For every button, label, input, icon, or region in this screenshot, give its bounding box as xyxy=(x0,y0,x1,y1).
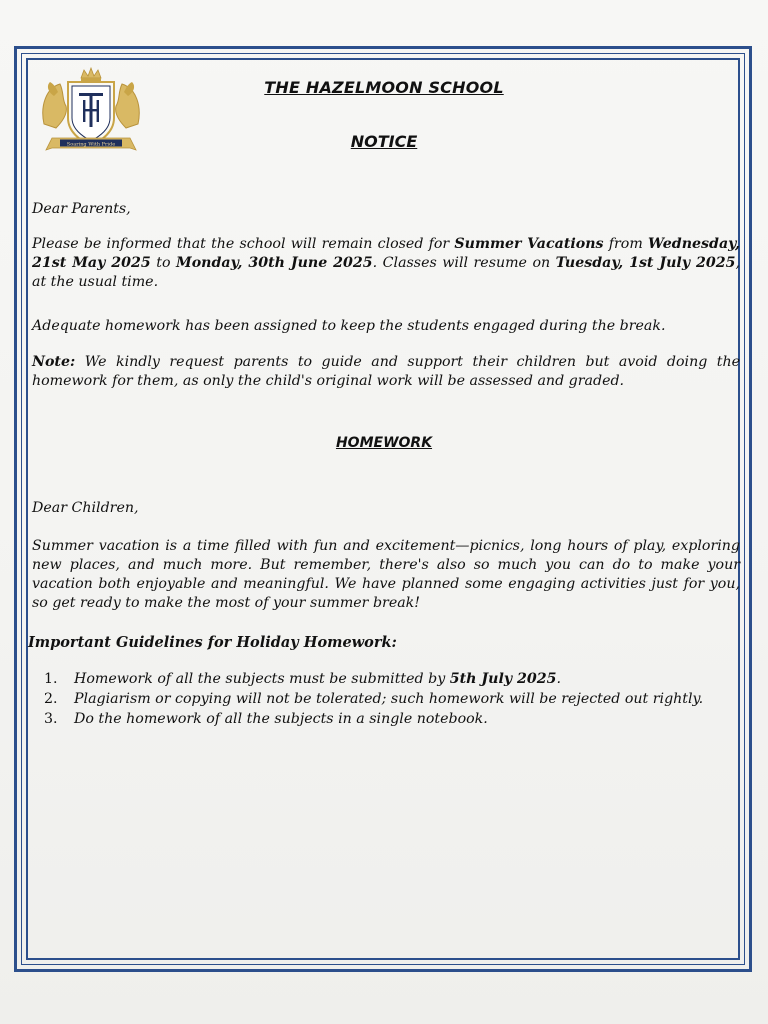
guidelines-list xyxy=(44,670,740,730)
end-date: Monday, 30th June 2025 xyxy=(176,255,373,271)
closure-paragraph: Please be informed that the school will remain closed for Summer Vacations from Wednesday, 21st May 2025 to Monday, 30th June 2025. Classes will resume on Tuesday, 1st July 2025, at the usual time. xyxy=(32,236,740,290)
start-date: Wednesday, 21st May 2025 xyxy=(32,236,740,271)
homework-assigned-paragraph: Adequate homework has been assigned to keep the students engaged during the break. xyxy=(32,318,666,334)
parents-salutation: Dear Parents, xyxy=(32,201,131,217)
resume-date: Tuesday, 1st July 2025 xyxy=(555,255,736,271)
homework-heading: HOMEWORK xyxy=(335,435,433,451)
list-number: 1. xyxy=(44,671,58,687)
list-item: 1. Homework of all the subjects must be submitted by 5th July 2025. xyxy=(44,671,562,687)
children-salutation: Dear Children, xyxy=(32,500,139,516)
notice-heading: NOTICE xyxy=(350,132,418,151)
svg-text:Soaring With Pride: Soaring With Pride xyxy=(66,141,116,148)
list-item: 3. Do the homework of all the subjects in a single notebook. xyxy=(44,711,488,727)
list-item: 2. Plagiarism or copying will not be tolerated; such homework will be rejected out rightly. xyxy=(44,691,704,707)
note-label: Note: xyxy=(32,354,76,370)
submission-date: 5th July 2025 xyxy=(449,671,557,687)
list-number: 2. xyxy=(44,691,58,707)
list-number: 3. xyxy=(44,711,58,727)
school-name: THE HAZELMOON SCHOOL xyxy=(264,78,504,97)
vacation-label: Summer Vacations xyxy=(454,236,604,252)
note-paragraph: Note: We kindly request parents to guide and support their children but avoid doing the homework for them, as only the child's original work will be assessed and graded. xyxy=(32,354,740,389)
homework-intro-paragraph: Summer vacation is a time filled with fun and excitement—picnics, long hours of play, exploring new places, and much more. But remember, there's also so much you can do to make your vacation both enjoyable and meaningful. We have planned some engaging activities just for you, so get ready to make the most of your summer break! xyxy=(32,538,740,611)
guidelines-title: Important Guidelines for Holiday Homework: xyxy=(28,634,397,651)
